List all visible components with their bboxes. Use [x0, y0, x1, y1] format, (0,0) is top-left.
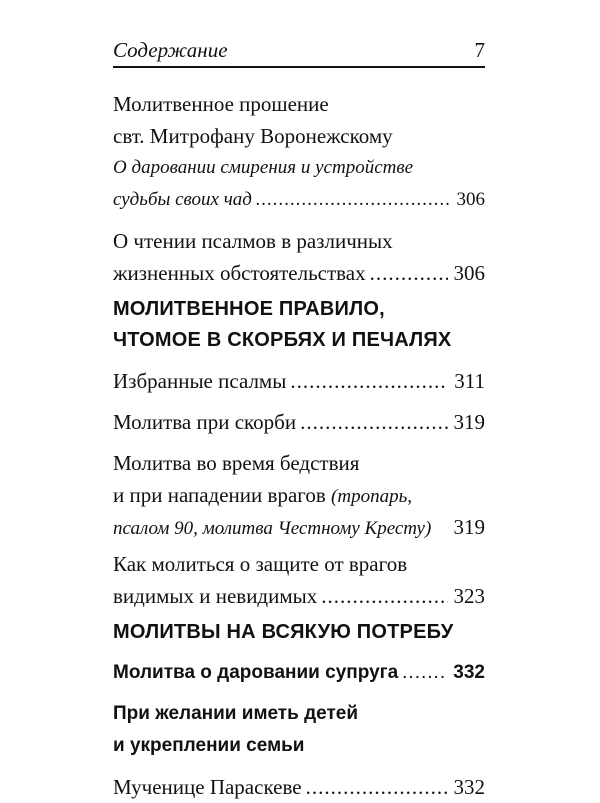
entry-text: Мученице Параскеве [113, 775, 302, 799]
entry-text: Молитвенное прошение [113, 92, 329, 116]
entry-page-number: 332 [453, 775, 485, 799]
entry-subtitle: (тропарь, [331, 486, 412, 507]
toc-entry-mitrofan [113, 88, 485, 216]
section-heading-every-need [113, 617, 485, 648]
dot-leader [402, 657, 447, 689]
toc-entry-paraskeva [113, 771, 485, 803]
entry-page-number: 319 [453, 410, 485, 434]
entry-text: Молитва при скорби [113, 410, 297, 434]
dot-leader [306, 771, 448, 803]
entry-text: Избранные псалмы [113, 369, 287, 393]
entry-page-number: 319 [453, 515, 485, 539]
entry-text: видимых и невидимых [113, 584, 318, 608]
toc-entry-prayer-calamity [113, 447, 485, 543]
entry-text: и укреплении семьи [113, 735, 305, 756]
dot-leader [256, 184, 451, 216]
dot-leader [300, 406, 447, 438]
entry-page-number: 332 [453, 662, 485, 683]
toc-entry-spouse [113, 657, 485, 689]
toc-entry-protection-enemies [113, 548, 485, 612]
entry-text: и при нападении врагов [113, 483, 326, 507]
toc-entry-selected-psalms [113, 365, 485, 397]
entry-text: При желании иметь детей [113, 703, 359, 724]
section-heading-text: МОЛИТВЕННОЕ ПРАВИЛО, [113, 298, 385, 320]
entry-page-number: 323 [453, 584, 485, 608]
toc-page [113, 34, 485, 803]
entry-subtitle: судьбы своих чад [113, 189, 252, 210]
toc-entry-psalms-reading [113, 225, 485, 289]
entry-subtitle: псалом 90, молитва Честному Кресту) [113, 518, 432, 539]
entry-text: Молитва во время бедствия [113, 451, 360, 475]
entry-page-number: 311 [454, 369, 485, 393]
entry-text: свт. Митрофану Воронежскому [113, 124, 393, 148]
entry-text: жизненных обстоятельствах [113, 261, 366, 285]
section-heading-text: ЧТОМОЕ В СКОРБЯХ И ПЕЧАЛЯХ [113, 329, 452, 351]
entry-text: Молитва о даровании супруга [113, 662, 399, 683]
entry-text: Как молиться о защите от врагов [113, 552, 408, 576]
running-header [113, 34, 485, 62]
header-page-number: 7 [474, 38, 485, 62]
entry-page-number: 306 [456, 189, 485, 210]
toc-entry-prayer-sorrow [113, 406, 485, 438]
dot-leader [370, 257, 448, 289]
section-heading-sorrows [113, 294, 485, 356]
entry-page-number: 306 [453, 261, 485, 285]
dot-leader [321, 580, 447, 612]
dot-leader [290, 365, 448, 397]
entry-subtitle: О даровании смирения и устройстве [113, 157, 414, 178]
entry-text: О чтении псалмов в различных [113, 229, 393, 253]
section-heading-text: МОЛИТВЫ НА ВСЯКУЮ ПОТРЕБУ [113, 621, 454, 643]
toc-entry-children-family [113, 698, 485, 762]
header-title: Содержание [113, 38, 228, 62]
